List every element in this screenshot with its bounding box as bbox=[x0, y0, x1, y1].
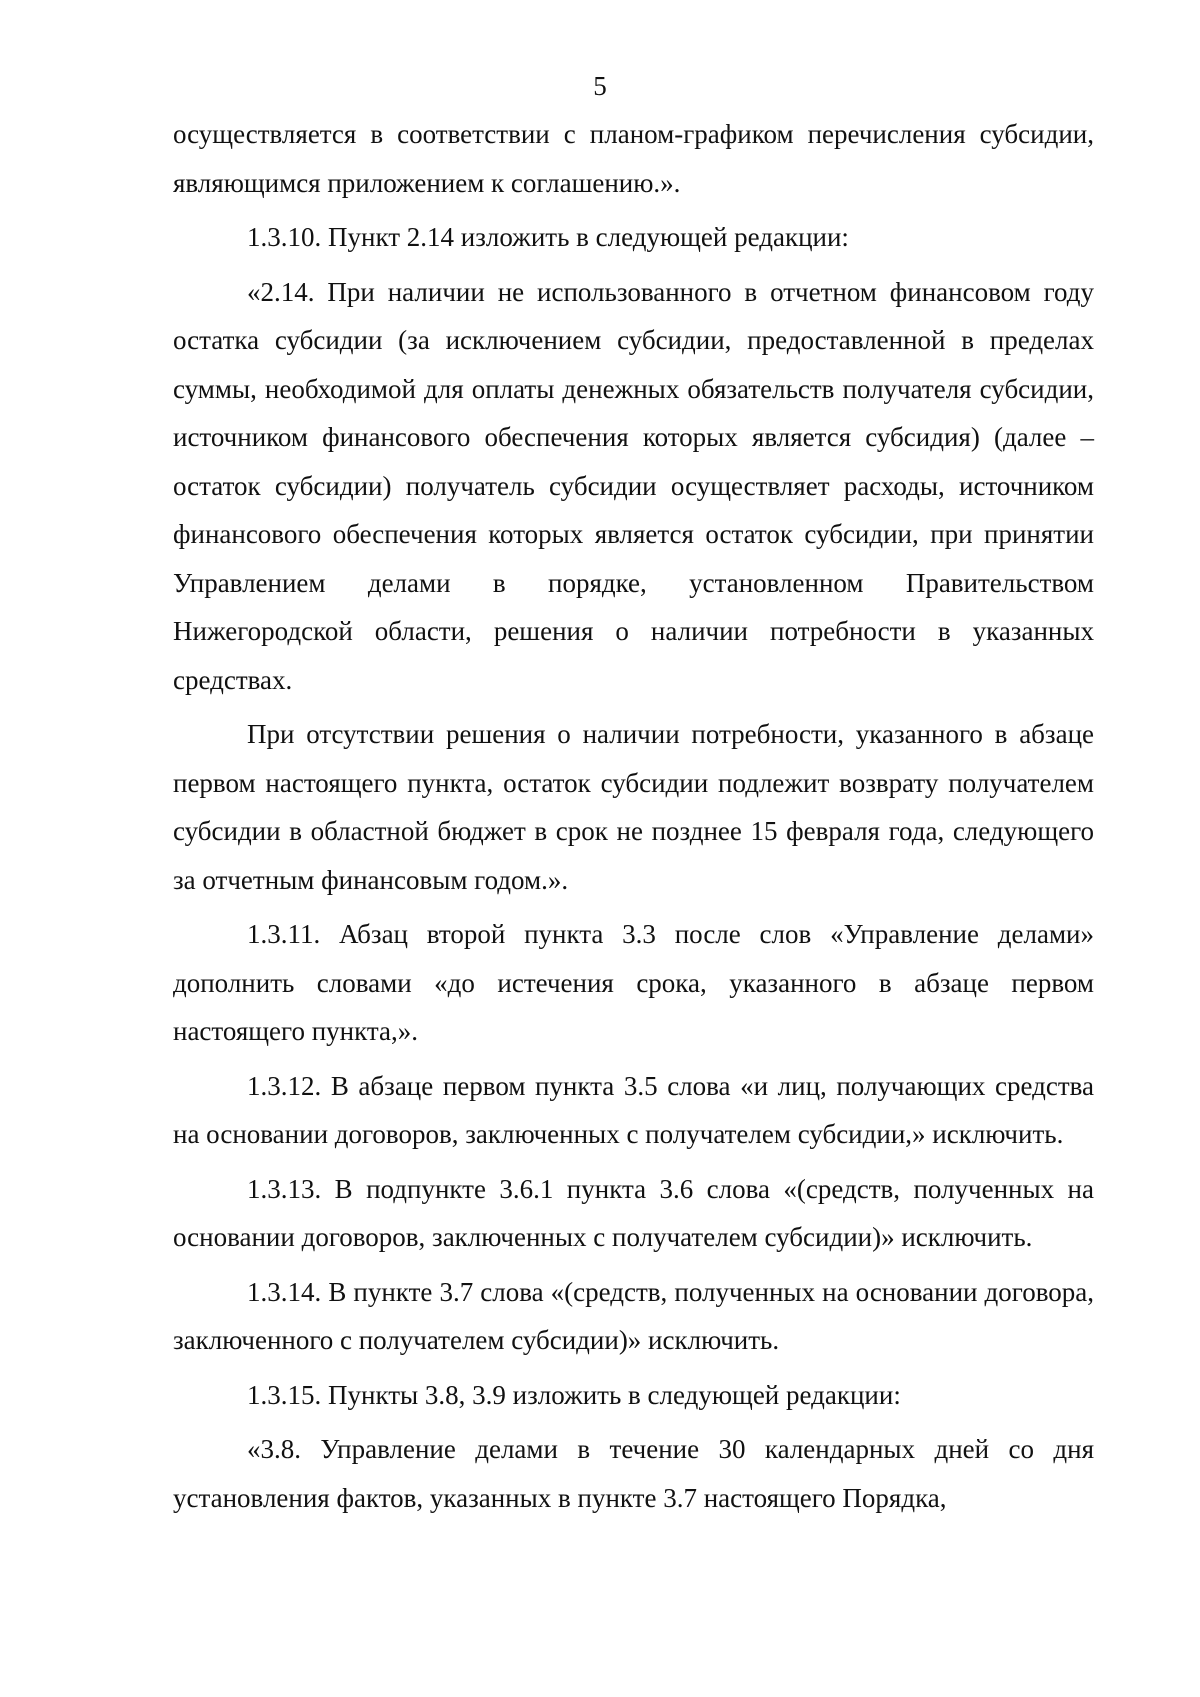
paragraph-item-1-3-14: 1.3.14. В пункте 3.7 слова «(средств, полученных на основании договора, заключенного с получателем субсидии)» исключить. bbox=[173, 1276, 1094, 1355]
page-number: 5 bbox=[593, 71, 607, 101]
paragraph-2-14-second: При отсутствии решения о наличии потребности, указанного в абзаце первом настоящего пункта, остаток субсидии подлежит возврату получателем субсидии в областной бюджет в срок не позднее 15 февраля года, следующего за отчетным финансовым годом.». bbox=[173, 719, 1094, 895]
paragraph-continuation: осуществляется в соответствии с планом-графиком перечисления субсидии, являющимся приложением к соглашению.». bbox=[173, 119, 1094, 198]
document-body bbox=[173, 110, 1094, 1528]
paragraph-item-1-3-11: 1.3.11. Абзац второй пункта 3.3 после слов «Управление делами» дополнить словами «до истечения срока, указанного в абзаце первом настоящего пункта,». bbox=[173, 919, 1094, 1046]
paragraph-quote-3-8: «3.8. Управление делами в течение 30 календарных дней со дня установления фактов, указанных в пункте 3.7 настоящего Порядка, bbox=[173, 1434, 1094, 1513]
paragraph-quote-2-14: «2.14. При наличии не использованного в отчетном финансовом году остатка субсидии (за исключением субсидии, предоставленной в пределах суммы, необходимой для оплаты денежных обязательств получателя субсидии, источником финансового обеспечения которых является субсидия) (далее – остаток субсидии) получатель субсидии осуществляет расходы, источником финансового обеспечения которых является остаток субсидии, при принятии Управлением делами в порядке, установленном Правительством Нижегородской области, решения о наличии потребности в указанных средствах. bbox=[173, 276, 1094, 695]
paragraph-item-1-3-10: 1.3.10. Пункт 2.14 изложить в следующей редакции: bbox=[247, 222, 849, 252]
paragraph-item-1-3-12: 1.3.12. В абзаце первом пункта 3.5 слова «и лиц, получающих средства на основании договоров, заключенных с получателем субсидии,» исключить. bbox=[173, 1070, 1094, 1149]
paragraph-item-1-3-15: 1.3.15. Пункты 3.8, 3.9 изложить в следующей редакции: bbox=[247, 1379, 901, 1410]
paragraph-item-1-3-13: 1.3.13. В подпункте 3.6.1 пункта 3.6 слова «(средств, полученных на основании договоров, заключенных с получателем субсидии)» исключить. bbox=[173, 1173, 1094, 1252]
